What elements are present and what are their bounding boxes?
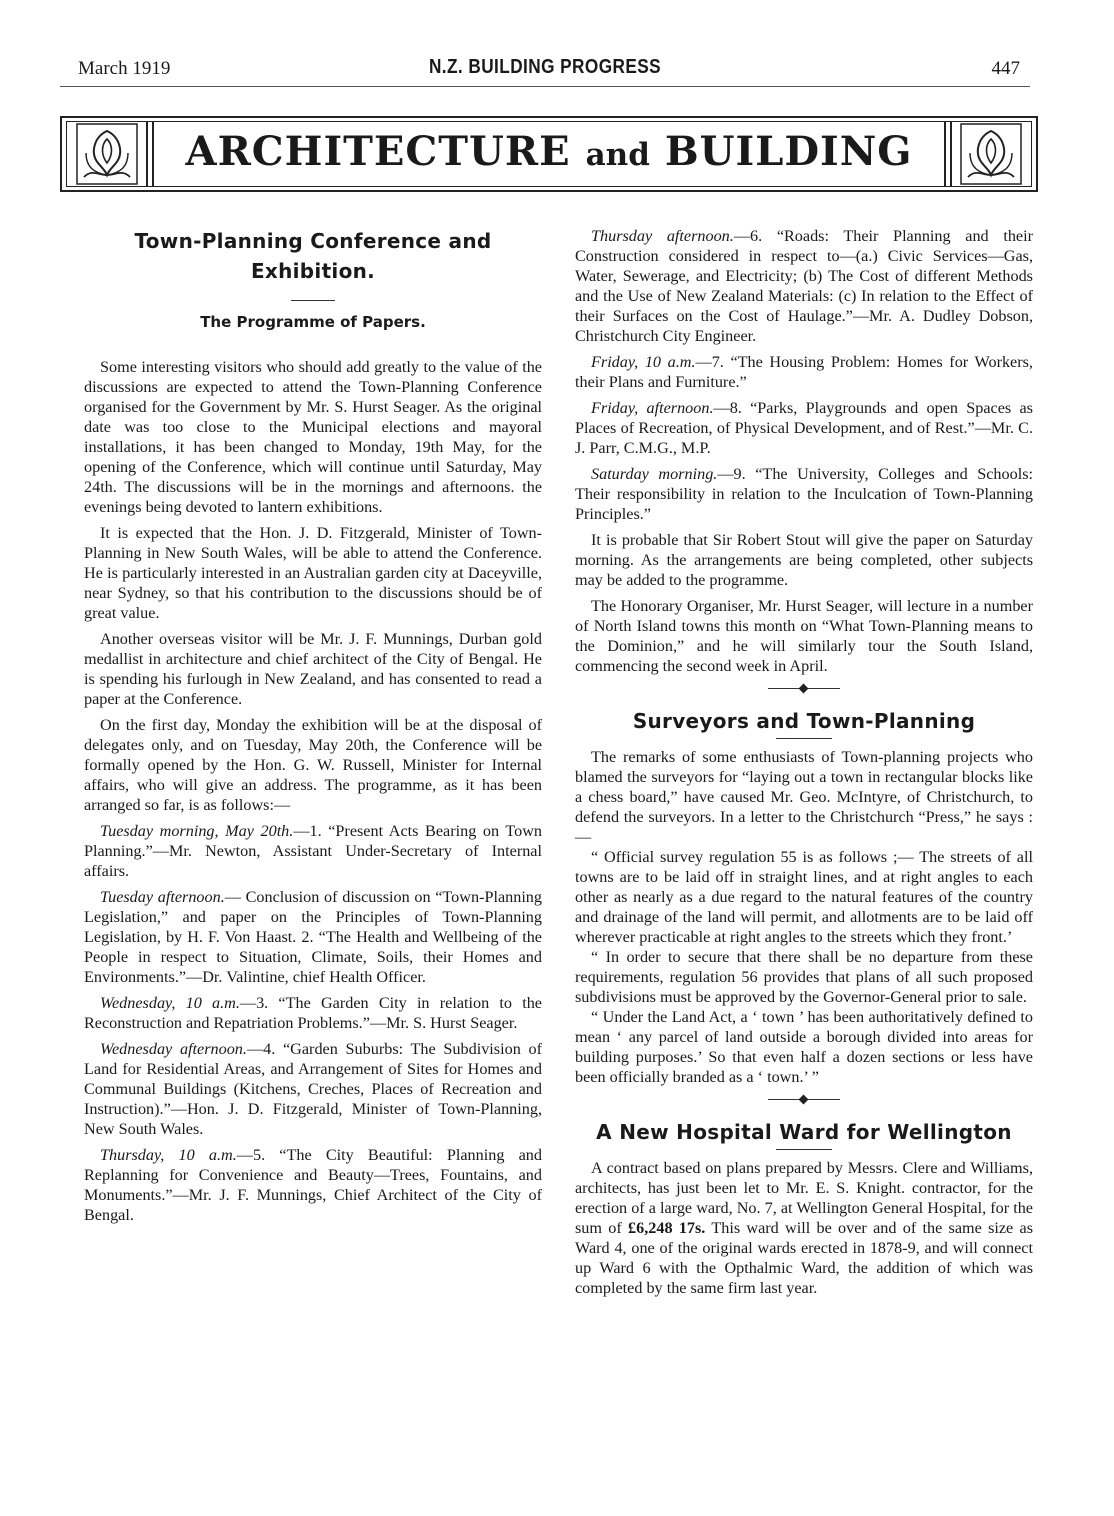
programme-session: [575, 464, 1033, 524]
banner-title-and: and: [585, 137, 650, 173]
session-label: Wednesday afternoon.: [100, 1040, 247, 1058]
section-divider: [768, 682, 840, 696]
programme-session: [84, 887, 542, 987]
paragraph: It is expected that the Hon. J. D. Fitzgerald, Minister of Town-Planning in New South Wales, will be able to attend the Conference. He is particularly interested in an Australian garden city at Daceyville, near Sydney, so that his contribution to the discussions should be of great value.: [84, 524, 542, 622]
session-text: —6. “Roads: Their Planning and their Construction considered in respect to—(a.) Civic Services—Gas, Water, Sewerage, and Electricity; (b) The Cost of different Methods and the Use of New Zealand Materials: (c) In relation to the Effect of their Surfaces on the Cost of Haulage.”—Mr. A. Dudley Dobson, Christchurch City Engineer.: [575, 227, 1033, 345]
session-text: — Conclusion of discussion on “Town-Planning Legislation,” and paper on the Principles of Town-Planning Legislation, by H. F. Von Haast. 2. “The Health and Wellbeing of the People in respect to Situation, Climate, Soils, their Homes and Environments.”—Dr. Valintine, chief Health Officer.: [84, 888, 542, 986]
article-title-surveyors: Surveyors and Town-Planning: [632, 709, 976, 733]
session-label: Tuesday morning, May 20th.: [100, 822, 294, 840]
paragraph: It is probable that Sir Robert Stout will give the paper on Saturday morning. As the arrangements are being completed, other subjects may be added to the programme.: [575, 531, 1033, 589]
session-label: Friday, 10 a.m.: [591, 353, 696, 371]
programme-session: [84, 821, 542, 881]
session-label: Saturday morning.: [591, 465, 718, 483]
programme-session: [84, 993, 542, 1033]
paragraph: “ Under the Land Act, a ‘ town ’ has been authoritatively defined to mean ‘ any parcel of land outside a borough divided into areas for building purposes.’ So that even half a dozen sections or less have been officially branded as a ‘ town.’ ”: [575, 1008, 1033, 1086]
session-text: —9. “The University, Colleges and Schools: Their responsibility in relation to the Inculcation of Town-Planning Principles.”: [575, 465, 1034, 523]
session-text: —1. “Present Acts Bearing on Town Planning.”—Mr. Newton, Assistant Under-Secretary of Internal affairs.: [84, 822, 542, 880]
article-subtitle-programme: The Programme of Papers.: [200, 313, 426, 331]
contract-amount: £6,248 17s.: [628, 1219, 706, 1237]
paragraph: The Honorary Organiser, Mr. Hurst Seager, will lecture in a number of North Island towns this month on “What Town-Planning means to the Dominion,” and he will similarly tour the South Island, commencing the second week in April.: [575, 597, 1033, 675]
programme-session: [575, 398, 1033, 458]
paragraph: Some interesting visitors who should add greatly to the value of the discussions are expected to attend the Town-Planning Conference organised for the Government by Mr. S. Hurst Seager. As the original date was too close to the Municipal elections and mayoral installations, it has been changed to Monday, 19th May, for the opening of the Conference, which will continue until Saturday, May 24th. The discussions will be in the mornings and afternoons. the evenings being devoted to lantern exhibitions.: [84, 358, 542, 516]
paragraph: “ In order to secure that there shall be no departure from these requirements, regulation 56 provides that plans of all such proposed subdivisions must be approved by the Governor-General prior to sale.: [575, 948, 1033, 1006]
issue-date: March 1919: [78, 58, 171, 79]
title-rule: [291, 300, 335, 301]
right-column: [575, 226, 1033, 1298]
paragraph: On the first day, Monday the exhibition will be at the disposal of delegates only, and on Tuesday, May 20th, the Conference will be formally opened by the Hon. G. W. Russell, Minister for Internal affairs, who will give an address. The programme, as it has been arranged so far, is as follows:—: [84, 716, 542, 814]
banner-bar: [152, 121, 154, 187]
banner-bar: [146, 121, 148, 187]
programme-session: [575, 352, 1033, 392]
programme-session: [84, 1145, 542, 1225]
article-title-hospital: A New Hospital Ward for Wellington: [596, 1120, 1012, 1144]
session-label: Thursday afternoon.: [591, 227, 734, 245]
session-text: —8. “Parks, Playgrounds and open Spaces as Places of Recreation, of Physical Development, and of Rest.”—Mr. C. J. Parr, C.M.G., M.P.: [575, 399, 1033, 457]
banner-bar: [950, 121, 952, 187]
left-column: [84, 226, 542, 1225]
article-title-conference: Town-Planning Conference and Exhibition.: [134, 229, 492, 283]
journal-title: N.Z. BUILDING PROGRESS: [428, 56, 662, 78]
session-text: —4. “Garden Suburbs: The Subdivision of Land for Residential Areas, and Arrangement of Sites for Homes and Communal Buildings (Kitchens, Creches, Places of Recreation and Instruction).”—Hon. J. D. Fitzgerald, Minister of Town-Planning, New South Wales.: [84, 1040, 542, 1138]
session-label: Thursday, 10 a.m.: [100, 1146, 237, 1164]
session-text: —7. “The Housing Problem: Homes for Workers, their Plans and Furniture.”: [575, 353, 1033, 391]
hospital-text-before: A contract based on plans prepared by Messrs. Clere and Williams, architects, has just been let to Mr. E. S. Knight. contractor, for the erection of a large ward, No. 7, at Wellington General Hospital, for the sum of: [575, 1159, 1033, 1237]
session-label: Tuesday afternoon.: [100, 888, 225, 906]
section-divider: [768, 1093, 840, 1107]
page-number: 447: [991, 58, 1020, 79]
section-banner: [60, 116, 1038, 192]
banner-title-right: BUILDING: [664, 128, 913, 175]
banner-bar: [944, 121, 946, 187]
tulip-ornament-icon: [960, 123, 1022, 185]
paragraph: The remarks of some enthusiasts of Town-planning projects who blamed the surveyors for “laying out a town in rectangular blocks like a chess board,” have caused Mr. Geo. McIntyre, of Christchurch, to defend the surveyors. In a letter to the Christchurch “Press,” he says :—: [575, 748, 1033, 846]
paragraph: Another overseas visitor will be Mr. J. F. Munnings, Durban gold medallist in architecture and chief architect of the City of Bengal. He is spending his furlough in New Zealand, and has consented to read a paper at the Conference.: [84, 630, 542, 708]
paragraph-hospital: [575, 1158, 1033, 1298]
title-rule: [776, 1149, 832, 1150]
programme-session: [575, 226, 1033, 346]
running-header: [60, 56, 1030, 87]
hospital-text-after: This ward will be over and of the same size as Ward 4, one of the original wards erected in 1878-9, and will connect up Ward 6 with the Opthalmic Ward, the addition of which was completed by the same firm last year.: [575, 1219, 1033, 1297]
session-label: Wednesday, 10 a.m.: [100, 994, 240, 1012]
session-label: Friday, afternoon.: [591, 399, 714, 417]
banner-title: [160, 128, 938, 175]
tulip-ornament-icon: [76, 123, 138, 185]
programme-session: [84, 1039, 542, 1139]
session-text: —3. “The Garden City in relation to the Reconstruction and Repatriation Problems.”—Mr. S. Hurst Seager.: [84, 994, 542, 1032]
title-rule: [776, 738, 832, 739]
session-text: —5. “The City Beautiful: Planning and Replanning for Convenience and Beauty—Trees, Fountains, and Monuments.”—Mr. J. F. Munnings, Chief Architect of the City of Bengal.: [84, 1146, 542, 1224]
paragraph: “ Official survey regulation 55 is as follows ;— The streets of all towns are to be laid off in straight lines, and at right angles to each other as nearly as a due regard to the natural features of the country and drainage of the land will permit, and allotments are to be laid off wherever practicable at right angles to the streets which they front.’: [575, 848, 1033, 946]
banner-title-left: ARCHITECTURE: [185, 128, 571, 175]
